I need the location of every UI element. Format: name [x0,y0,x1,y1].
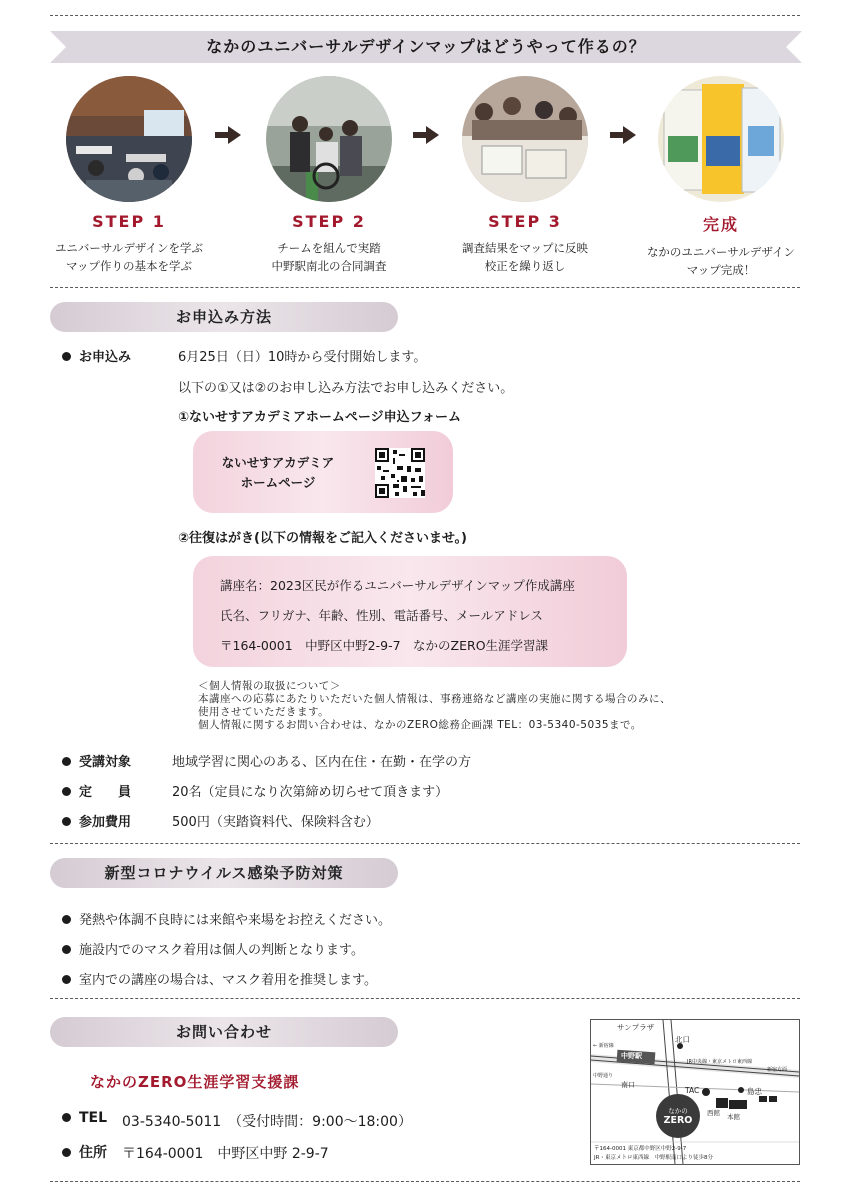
map-zero-bottom: ZERO [663,1115,693,1126]
divider [50,15,800,16]
postcard-box [193,556,627,667]
bullet-dot [62,757,71,766]
apply-line1: 6月25日（日）10時から受付開始します。 [178,350,427,365]
bullet-dot [62,975,71,984]
postcard-address: 〒164-0001 中野区中野2-9-7 なかのZERO生涯学習課 [220,638,549,653]
apply-bullet [62,346,131,365]
step-2-photo [266,76,392,202]
homepage-box-line1: ないせすアカデミア [221,455,335,470]
map-main-bldg: 本館 [727,1113,740,1121]
apply-method1: ①ないせすアカデミアホームページ申込フォーム [178,410,461,425]
covid-item [62,909,391,928]
map-shimachu: 島忠 [747,1087,762,1096]
contact-header: お問い合わせ [50,1017,398,1047]
divider [50,1181,800,1182]
covid-item-text: 室内での講座の場合は、マスク着用を推奨します。 [79,973,377,988]
map-nakano-dori: 中野通り [593,1073,614,1079]
privacy-text-3: 個人情報に関するお問い合わせは、なかのZERO総務企画課 TEL：03-5340-5035まで。 [198,719,642,731]
step-2 [244,76,414,275]
bullet-dot [62,352,71,361]
detail-target-label: 受講対象 [79,755,132,770]
covid-item-text: 発熱や体調不良時には来館や来場をお控えください。 [79,913,392,928]
detail-capacity-value: 20名（定員になり次第締め切らせて頂きます） [172,785,449,800]
map-tac: TAC [685,1086,700,1095]
contact-addr-label: 住所 [79,1145,107,1161]
detail-target [62,751,131,770]
apply-header: お申込み方法 [50,302,398,332]
divider [50,287,800,288]
detail-target-value: 地域学習に関心のある、区内在住・在勤・在学の方 [172,755,472,770]
contact-addr-value: 〒164-0001 中野区中野 2-9-7 [122,1146,329,1162]
map-zero-top: なかの [668,1107,688,1115]
step-1 [44,76,214,275]
bullet-dot [62,787,71,796]
step-1-line1: ユニバーサルデザインを学ぶ [54,241,204,255]
access-map [590,1019,800,1165]
step-3-line2: 校正を繰り返し [484,259,566,273]
covid-item [62,939,364,958]
arrow-icon [215,125,241,145]
contact-tel-value[interactable]: 03-5340-5011 （受付時間：9:00～18:00） [122,1114,412,1130]
map-sunplaza: サンプラザ [617,1023,655,1032]
bullet-dot [62,1113,71,1122]
step-complete [636,76,806,279]
postcard-course: 講座名：2023区民が作るユニバーサルデザインマップ作成講座 [220,578,575,593]
map-west-bldg: 西館 [707,1109,720,1117]
divider [50,843,800,844]
postcard-fields: 氏名、フリガナ、年齢、性別、電話番号、メールアドレス [220,608,543,623]
step-complete-line2: マップ完成！ [686,263,756,277]
detail-fee-value: 500円（実踏資料代、保険料含む） [172,815,379,830]
divider [50,998,800,999]
step-1-line2: マップ作りの基本を学ぶ [65,259,193,273]
map-caption-access: JR・東京メトロ東西線 中野駅南口より徒歩8分 [594,1155,713,1161]
step-2-title: STEP 2 [292,212,366,231]
detail-fee-label: 参加費用 [79,815,132,830]
map-to-east: 新宿方面 [767,1067,788,1073]
step-3-photo [462,76,588,202]
bullet-dot [62,915,71,924]
privacy-title: ＜個人情報の取扱について＞ [198,680,341,692]
banner-title: なかのユニバーサルデザインマップはどうやって作るの？ [206,37,646,56]
homepage-box-line2: ホームページ [240,475,316,490]
detail-capacity [62,781,131,800]
qr-code-icon[interactable] [375,448,425,498]
step-complete-photo [658,76,784,202]
apply-line2: 以下の①又は②のお申し込み方法でお申し込みください。 [178,381,514,396]
homepage-box[interactable] [193,431,453,513]
apply-method2: ②往復はがき(以下の情報をご記入くださいませ。) [178,531,467,546]
step-complete-line1: なかのユニバーサルデザイン [646,245,796,259]
detail-capacity-label: 定 員 [79,785,132,800]
covid-header: 新型コロナウイルス感染予防対策 [50,858,398,888]
map-south-exit: 南口 [621,1081,635,1089]
step-2-line2: 中野駅南北の合同調査 [271,259,387,273]
banner [50,31,802,63]
step-2-line1: チームを組んで実踏 [277,241,381,255]
detail-fee [62,811,131,830]
map-to-west: ← 新宿線 [593,1043,614,1049]
privacy-text-1: 本講座への応募にあたりいただいた個人情報は、事務連絡など講座の実施に関する場合のみに、 [198,693,671,705]
map-caption-address: 〒164-0001 東京都中野区中野2-9-7 [594,1146,687,1152]
contact-tel [62,1110,107,1126]
contact-org: なかのZERO生涯学習支援課 [90,1073,300,1091]
apply-label: お申込み [79,350,132,365]
step-complete-title: 完成 [702,215,739,234]
step-3-title: STEP 3 [488,212,562,231]
map-station: 中野駅 [621,1052,642,1060]
privacy-text-2: 使用させていただきます。 [198,706,330,718]
bullet-dot [62,817,71,826]
bullet-dot [62,1148,71,1157]
step-1-title: STEP 1 [92,212,166,231]
contact-address [62,1142,107,1162]
arrow-icon [610,125,636,145]
arrow-icon [413,125,439,145]
covid-item [62,969,377,988]
map-rail-label: JR中央線・東京メトロ東西線 [687,1059,752,1065]
contact-tel-label: TEL [79,1110,108,1126]
step-3 [440,76,610,275]
step-1-photo [66,76,192,202]
map-zero-logo [656,1106,700,1126]
bullet-dot [62,945,71,954]
covid-item-text: 施設内でのマスク着用は個人の判断となります。 [79,943,364,958]
map-north-exit: 北口 [675,1035,690,1044]
step-3-line1: 調査結果をマップに反映 [461,241,589,255]
